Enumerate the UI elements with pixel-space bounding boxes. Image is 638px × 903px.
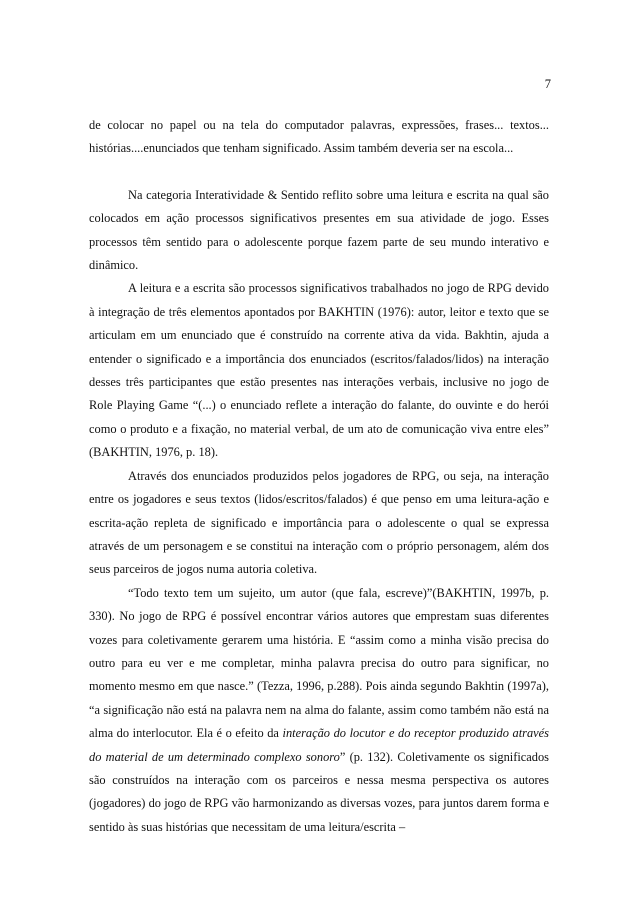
paragraph-continuation: de colocar no papel ou na tela do computador palavras, expressões, frases... textos... histórias....enunciados que tenham significado. Assim também deveria ser na escola... <box>89 118 549 156</box>
paragraph-text-part2: ” (p. 132). Coletivamente os significados são construídos na interação com os parceiros e nessa mesma perspectiva os autores (jogadores) do jogo de RPG vão harmonizando as diversas vozes, para juntos darem forma e sentido às suas histórias que necessitam de uma leitura/escrita – <box>89 749 550 834</box>
body-text <box>89 114 549 839</box>
paragraph-leitura-escrita: A leitura e a escrita são processos significativos trabalhados no jogo de RPG devido à integração de três elementos apontados por BAKHTIN (1976): autor, leitor e texto que se articulam em um enunciado que é construído na corrente ativa da vida. Bakhtin, ajuda a entender o significado e a importância dos enunciados (escritos/falados/lidos) na interação desses três participantes que estão presentes nas interações verbais, inclusive no jogo de Role Playing Game “(...) o enunciado reflete a interação do falante, do ouvinte e do herói como o produto e a fixação, no material verbal, de um ato de comunicação viva entre eles” (BAKHTIN, 1976, p. 18). <box>89 281 549 460</box>
paragraph-text-part1: “Todo texto tem um sujeito, um autor (que fala, escreve)”(BAKHTIN, 1997b, p. 330). No jogo de RPG é possível encontrar vários autores que emprestam suas diferentes vozes para coletivamente gerarem uma história. E “assim como a minha visão precisa do outro para eu ver e me completar, minha palavra precisa do outro para significar, no momento mesmo em que nasce.” (Tezza, 1996, p.288). Pois ainda segundo Bakhtin (1997a), “a significação não está na palavra nem na alma do falante, assim como também não está na alma do interlocutor. Ela é o efeito da <box>89 585 549 741</box>
italic-quote: interação do locutor e do receptor produzido através do material de um determinado complexo sonoro <box>89 726 549 764</box>
page-number: 7 <box>544 77 551 91</box>
paragraph-interatividade: Na categoria Interatividade & Sentido reflito sobre uma leitura e escrita na qual são colocados em ação processos significativos presentes em sua atividade de jogo. Esses processos têm sentido para o adolescente porque fazem parte de seu mundo interativo e dinâmico. <box>89 187 549 273</box>
paragraph-enunciados: Através dos enunciados produzidos pelos jogadores de RPG, ou seja, na interação entre os jogadores e seus textos (lidos/escritos/falados) é que penso em uma leitura-ação e escrita-ação repleta de significado e importância para o adolescente o qual se expressa através de um personagem e se constitui na interação com o próprio personagem, além dos seus parceiros de jogos numa autoria coletiva. <box>89 468 549 577</box>
paragraph-todo-texto <box>89 582 549 839</box>
